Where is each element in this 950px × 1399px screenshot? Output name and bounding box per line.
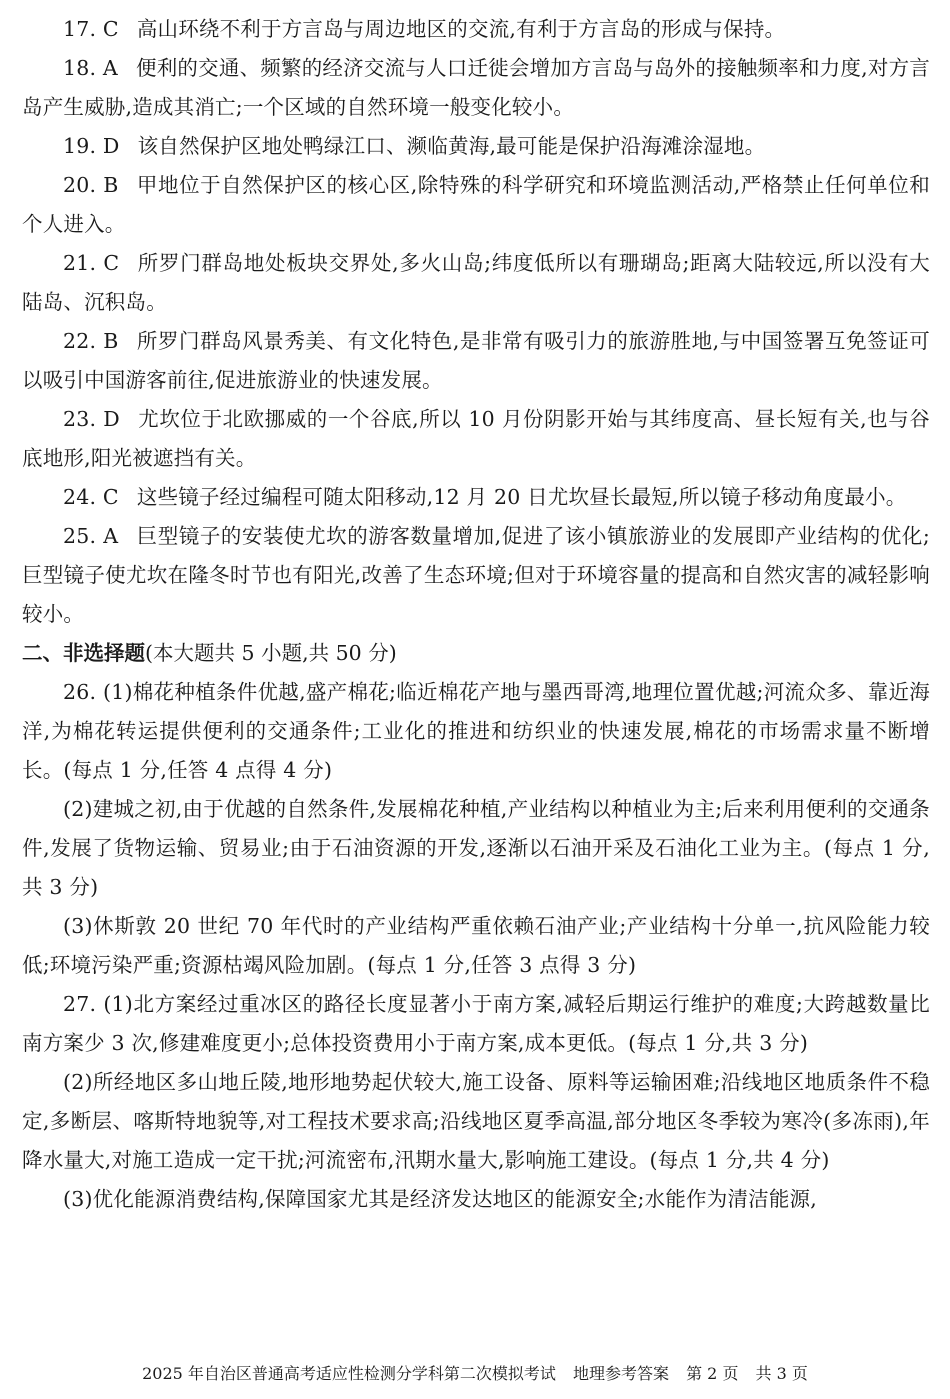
answer-text: 便利的交通、频繁的经济交流与人口迁徙会增加方言岛与岛外的接触频率和力度,对方言岛产生威胁,造成其消亡;一个区域的自然环境一般变化较小。	[22, 56, 930, 119]
answer-text: 该自然保护区地处鸭绿江口、濒临黄海,最可能是保护沿海滩涂湿地。	[137, 134, 766, 158]
answer-27-3: (3)优化能源消费结构,保障国家尤其是经济发达地区的能源安全;水能作为清洁能源,	[63, 1187, 817, 1211]
answer-number: 21. C	[63, 251, 120, 275]
answer-23	[22, 400, 930, 478]
footer-total-pages: 共 3 页	[755, 1364, 808, 1383]
page-footer	[0, 1362, 950, 1386]
answer-17	[22, 10, 930, 49]
answer-27-1: 27. (1)北方案经过重冰区的路径长度显著小于南方案,减轻后期运行维护的难度;大跨越数量比南方案少 3 次,修建难度更小;总体投资费用小于南方案,成本更低。(每点 1 分,共 3 分)	[22, 992, 930, 1055]
mc-answers	[22, 10, 930, 634]
answer-number: 18. A	[63, 56, 118, 80]
footer-page-number: 第 2 页	[686, 1364, 739, 1383]
answer-number: 25. A	[63, 524, 119, 548]
answer-number: 23. D	[63, 407, 120, 431]
answer-19	[22, 127, 930, 166]
answer-text: 所罗门群岛风景秀美、有文化特色,是非常有吸引力的旅游胜地,与中国签署互免签证可以吸引中国游客前往,促进旅游业的快速发展。	[22, 329, 930, 392]
section-title: 二、非选择题	[22, 641, 145, 665]
answer-number: 24. C	[63, 485, 119, 509]
answer-text: 尤坎位于北欧挪威的一个谷底,所以 10 月份阴影开始与其纬度高、昼长短有关,也与谷底地形,阳光被遮挡有关。	[22, 407, 930, 470]
answer-number: 22. B	[63, 329, 119, 353]
long-answers	[22, 673, 930, 1219]
answer-27-2: (2)所经地区多山地丘陵,地形地势起伏较大,施工设备、原料等运输困难;沿线地区地质条件不稳定,多断层、喀斯特地貌等,对工程技术要求高;沿线地区夏季高温,部分地区冬季较为寒冷(多冻雨),年降水量大,对施工造成一定干扰;河流密布,汛期水量大,影响施工建设。(每点 1 分,共 4 分)	[22, 1070, 930, 1172]
answer-21	[22, 244, 930, 322]
answer-text: 巨型镜子的安装使尤坎的游客数量增加,促进了该小镇旅游业的发展即产业结构的优化;巨型镜子使尤坎在隆冬时节也有阳光,改善了生态环境;但对于环境容量的提高和自然灾害的减轻影响较小。	[22, 524, 930, 626]
answer-number: 17. C	[63, 17, 119, 41]
answer-text: 甲地位于自然保护区的核心区,除特殊的科学研究和环境监测活动,严格禁止任何单位和个人进入。	[22, 173, 930, 236]
answer-25	[22, 517, 930, 634]
answer-26-2: (2)建城之初,由于优越的自然条件,发展棉花种植,产业结构以种植业为主;后来利用便利的交通条件,发展了货物运输、贸易业;由于石油资源的开发,逐渐以石油开采及石油化工业为主。(每点 1 分,共 3 分)	[22, 797, 930, 899]
section-heading	[22, 634, 930, 673]
footer-exam-title: 2025 年自治区普通高考适应性检测分学科第二次模拟考试	[142, 1364, 556, 1383]
answer-number: 19. D	[63, 134, 120, 158]
footer-subject: 地理参考答案	[572, 1364, 669, 1383]
answer-18	[22, 49, 930, 127]
answer-26-3: (3)休斯敦 20 世纪 70 年代时的产业结构严重依赖石油产业;产业结构十分单一,抗风险能力较低;环境污染严重;资源枯竭风险加剧。(每点 1 分,任答 3 点得 3 分)	[22, 914, 930, 977]
section-subtitle: (本大题共 5 小题,共 50 分)	[145, 641, 397, 665]
answer-26-1: 26. (1)棉花种植条件优越,盛产棉花;临近棉花产地与墨西哥湾,地理位置优越;河流众多、靠近海洋,为棉花转运提供便利的交通条件;工业化的推进和纺织业的快速发展,棉花的市场需求量不断增长。(每点 1 分,任答 4 点得 4 分)	[22, 680, 930, 782]
answer-text: 所罗门群岛地处板块交界处,多火山岛;纬度低所以有珊瑚岛;距离大陆较远,所以没有大陆岛、沉积岛。	[22, 251, 930, 314]
answer-22	[22, 322, 930, 400]
answer-page	[22, 10, 930, 1219]
answer-text: 高山环绕不利于方言岛与周边地区的交流,有利于方言岛的形成与保持。	[136, 17, 786, 41]
answer-text: 这些镜子经过编程可随太阳移动,12 月 20 日尤坎昼长最短,所以镜子移动角度最小。	[136, 485, 907, 509]
answer-24	[22, 478, 930, 517]
answer-20	[22, 166, 930, 244]
answer-number: 20. B	[63, 173, 119, 197]
